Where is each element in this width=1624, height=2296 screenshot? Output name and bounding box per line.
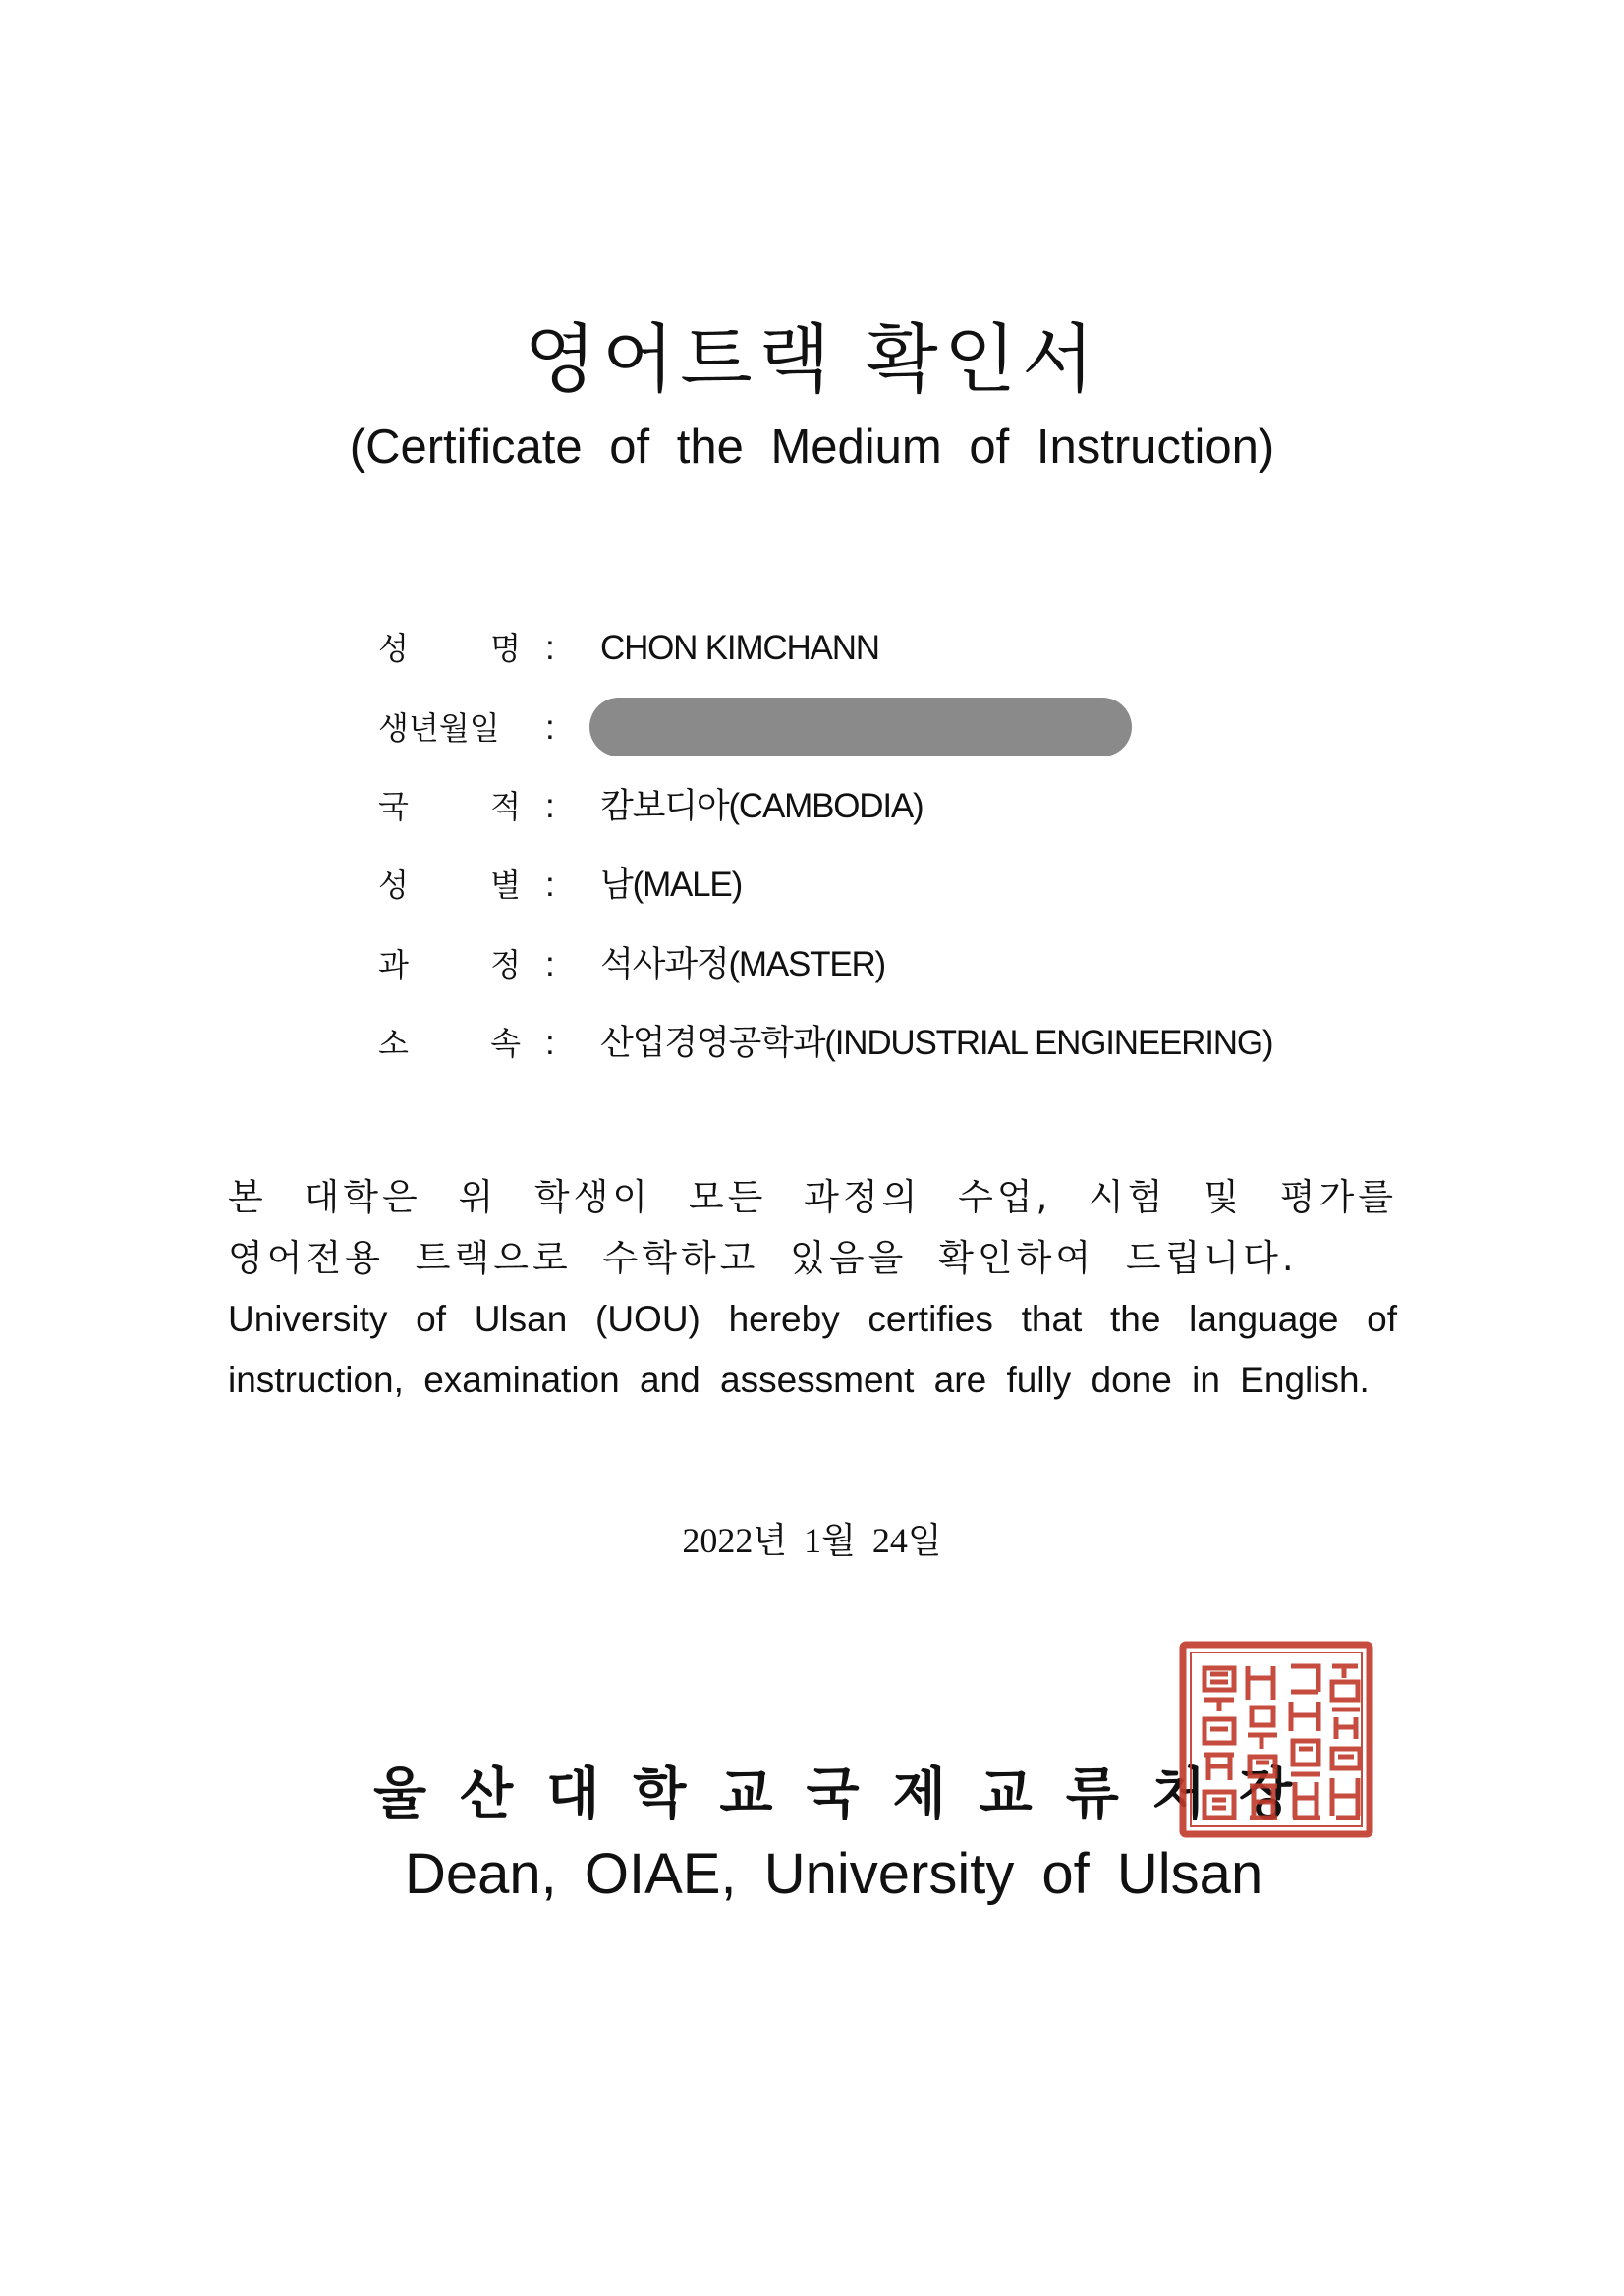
field-label: 성 명 xyxy=(378,630,521,667)
issuer-title-english: Dean, OIAE, University of Ulsan xyxy=(405,1842,1263,1906)
field-label: 성 별 xyxy=(378,867,521,904)
document-title-english: (Certificate of the Medium of Instruction) xyxy=(349,420,1275,474)
field-value: CHON KIMCHANN xyxy=(600,629,879,667)
certification-paragraph-korean: 본 대학은 위 학생이 모든 과정의 수업, 시험 및 평가를 영어전용 트랙으로 수학하고 있음을 확인하여 드립니다. xyxy=(228,1176,1397,1279)
official-seal-icon xyxy=(1177,1639,1375,1840)
field-label: 과 정 xyxy=(378,946,521,983)
field-value: 산업경영공학과(INDUSTRIAL ENGINEERING) xyxy=(600,1024,1273,1062)
field-colon: : xyxy=(545,866,555,904)
field-label: 소 속 xyxy=(378,1025,521,1062)
document-title-korean: 영어트랙 확인서 xyxy=(524,315,1100,403)
field-label: 생년월일 xyxy=(378,709,500,747)
field-value: 남(MALE) xyxy=(600,866,743,904)
field-label: 국 적 xyxy=(378,788,521,825)
field-colon: : xyxy=(545,629,555,667)
field-colon: : xyxy=(545,787,555,825)
redaction-bar xyxy=(589,698,1132,756)
certification-paragraph-english: University of Ulsan (UOU) hereby certifies that the language of instruction, examination and assessment are fully done in English. xyxy=(228,1299,1397,1400)
field-colon: : xyxy=(545,1024,555,1062)
field-value: 캄보디아(CAMBODIA) xyxy=(600,787,924,825)
field-value: 석사과정(MASTER) xyxy=(600,945,885,983)
issuer-title-korean: 울산대학교국제교류처장 xyxy=(373,1763,1326,1826)
field-colon: : xyxy=(545,708,555,747)
issue-date: 2022년 1월 24일 xyxy=(682,1521,942,1560)
field-colon: : xyxy=(545,945,555,983)
